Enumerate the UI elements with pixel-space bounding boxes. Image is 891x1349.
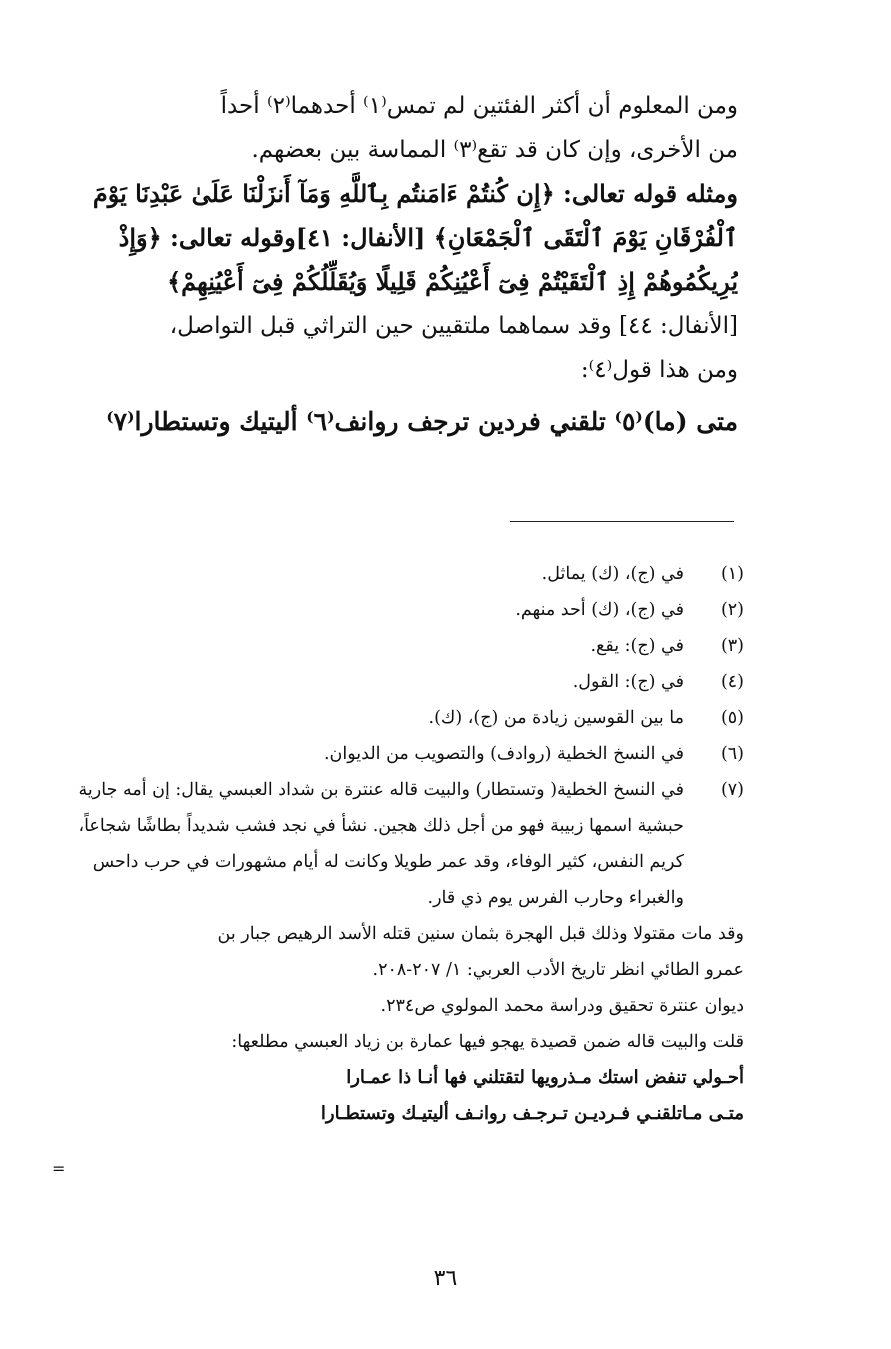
footnote-continuation-4: قلت والبيت قاله ضمن قصيدة يهجو فيها عمارة بن زياد العبسي مطلعها: (231, 1032, 744, 1052)
footnote-3 (56, 628, 744, 664)
footnote-continuation-1: وقد مات مقتولا وذلك قبل الهجرة بثمان سنين قتله الأسد الرهيص جبار بن (217, 924, 744, 944)
footnote-2 (56, 592, 744, 628)
footnote-7 (56, 772, 744, 916)
main-line-3: ومثله قوله تعالى: ﴿إِن كُنتُمْ ءَامَنتُم بِٱللَّهِ وَمَآ أَنزَلْنَا عَلَىٰ عَبْدِنَا يَوْمَ (92, 179, 738, 208)
footnote-text: في النسخ الخطية (روادف) والتصويب من الديوان. (323, 744, 684, 764)
footnote-number: (٦) (720, 744, 744, 764)
poem-line-2: متـى مـاتلقنـي فـرديـن تـرجـف روانـف أليتيـك وتستطـارا (320, 1103, 744, 1124)
footnote-number: (٥) (720, 708, 744, 728)
main-line-7: ومن هذا قول⁽٤⁾: (580, 357, 738, 383)
footnote-number: (١) (720, 564, 744, 584)
main-line-5: يُرِيكُمُوهُمْ إِذِ ٱلْتَقَيْتُمْ فِىٓ أَعْيُنِكُمْ قَلِيلًا وَيُقَلِّلُكُمْ فِىٓ أَعْيُنِهِمْ﴾ (167, 267, 738, 296)
footnotes-section (56, 556, 744, 1132)
main-text-block (52, 84, 738, 446)
footnote-number: (٧) (720, 780, 744, 800)
footnote-continuation-3: ديوان عنترة تحقيق ودراسة محمد المولوي ص٢٣٤. (380, 996, 744, 1016)
main-line-4: ٱلْفُرْقَانِ يَوْمَ ٱلْتَقَى ٱلْجَمْعَانِ﴾ [الأنفال: ٤١]وقوله تعالى: ﴿وَإِذْ (118, 223, 738, 252)
footnote-4 (56, 664, 744, 700)
footnote-text: في (ج): القول. (572, 672, 684, 692)
footnote-text: ما بين القوسين زيادة من (ج)، (ك). (428, 708, 684, 728)
footnote-1 (56, 556, 744, 592)
footnote-text: في (ج): يقع. (590, 636, 684, 656)
main-line-6: [الأنفال: ٤٤] وقد سماهما ملتقيين حين التراثي قبل التواصل، (169, 313, 738, 339)
main-line-2: من الأخرى، وإن كان قد تقع⁽٣⁾ المماسة بين بعضهم. (251, 137, 738, 163)
poem-verse: متى (ما)⁽٥⁾ تلقني فردين ترجف روانف⁽٦⁾ أليتيك وتستطارا⁽٧⁾ (106, 407, 738, 436)
footnote-number: (٣) (720, 636, 744, 656)
footnote-text: في (ج)، (ك) أحد منهم. (515, 600, 684, 620)
footnote-continuation-2: عمرو الطائي انظر تاريخ الأدب العربي: ١/ ٢٠٧-٢٠٨. (372, 960, 744, 980)
footnote-text: في النسخ الخطية( وتستطار) والبيت قاله عنترة بن شداد العبسي يقال: إن أمه جارية حبشية اسمها زبيبة فهو من أجل ذلك هجين. نشأ في نجد فشب شديداً بطاشًا شجاعاً، كريم النفس، كثير الوفاء، وقد عمر طويلا وكانت له أيام مشهورات في حرب داحس والغبراء وحارب الفرس يوم ذي قار. (78, 780, 684, 908)
footnote-5 (56, 700, 744, 736)
main-line-1: ومن المعلوم أن أكثر الفئتين لم تمس⁽١⁾ أحدهما⁽٢⁾ أحداً (220, 93, 738, 119)
footnote-number: (٤) (720, 672, 744, 692)
page-number: ٣٦ (433, 1266, 458, 1291)
footnote-separator (510, 521, 734, 522)
footnote-number: (٢) (720, 600, 744, 620)
continuation-mark: = (52, 1159, 66, 1178)
footnote-text: في (ج)، (ك) يماثل. (541, 564, 684, 584)
footnote-6 (56, 736, 744, 772)
poem-line-1: أحـولي تنفض استك مـذرويها لتقتلني فها أنـا ذا عمـارا (346, 1067, 744, 1088)
